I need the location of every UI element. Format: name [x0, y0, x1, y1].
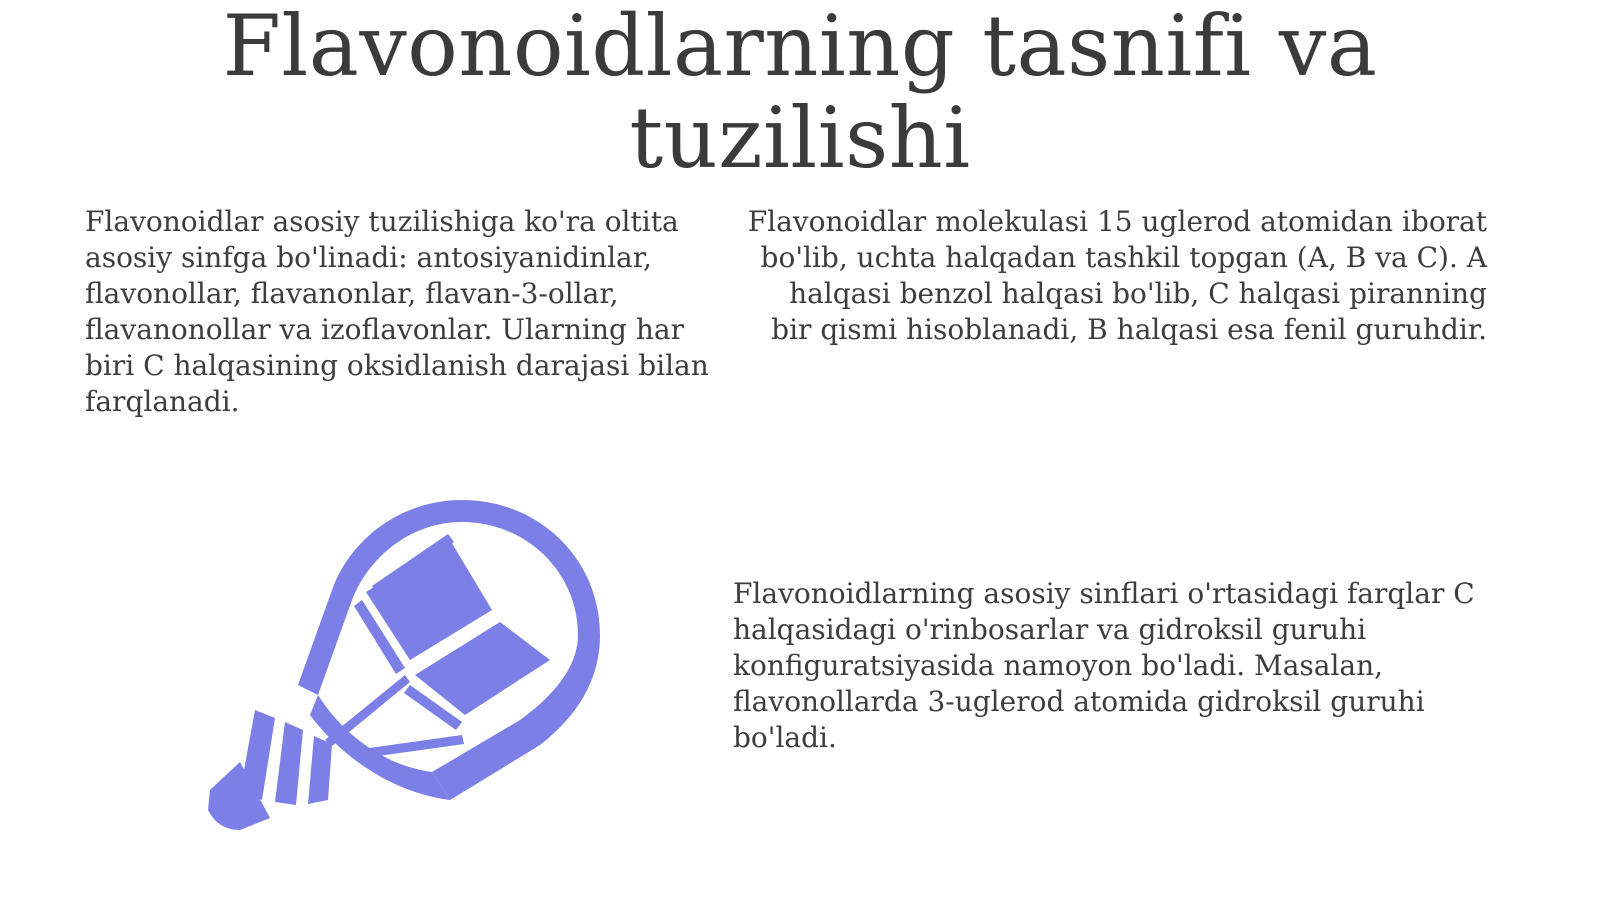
right-paragraph: Flavonoidlar molekulasi 15 uglerod atomidan iborat bo'lib, uchta halqadan tashkil topgan (A, B va C). A halqasi benzol halqasi bo'lib, C halqasi piranning bir qismi hisoblanadi, B halqasi esa fenil guruhdir. [747, 205, 1487, 346]
lightbulb-book-icon [200, 500, 620, 860]
left-paragraph: Flavonoidlar asosiy tuzilishiga ko'ra oltita asosiy sinfga bo'linadi: antosiyanidinlar, flavonollar, flavanonlar, flavan-3-ollar, flavanonollar va izoflavonlar. Ularning har biri C halqasining oksidlanish darajasi bilan farqlanadi. [85, 205, 709, 418]
bottom-paragraph: Flavonoidlarning asosiy sinflari o'rtasidagi farqlar C halqasidagi o'rinbosarlar va gidroksil guruhi konfiguratsiyasida namoyon bo'ladi. Masalan, flavonollarda 3-uglerod atomida gidroksil guruhi bo'ladi. [733, 577, 1475, 754]
slide-title: Flavonoidlarning tasnifi va tuzilishi [222, 0, 1378, 187]
